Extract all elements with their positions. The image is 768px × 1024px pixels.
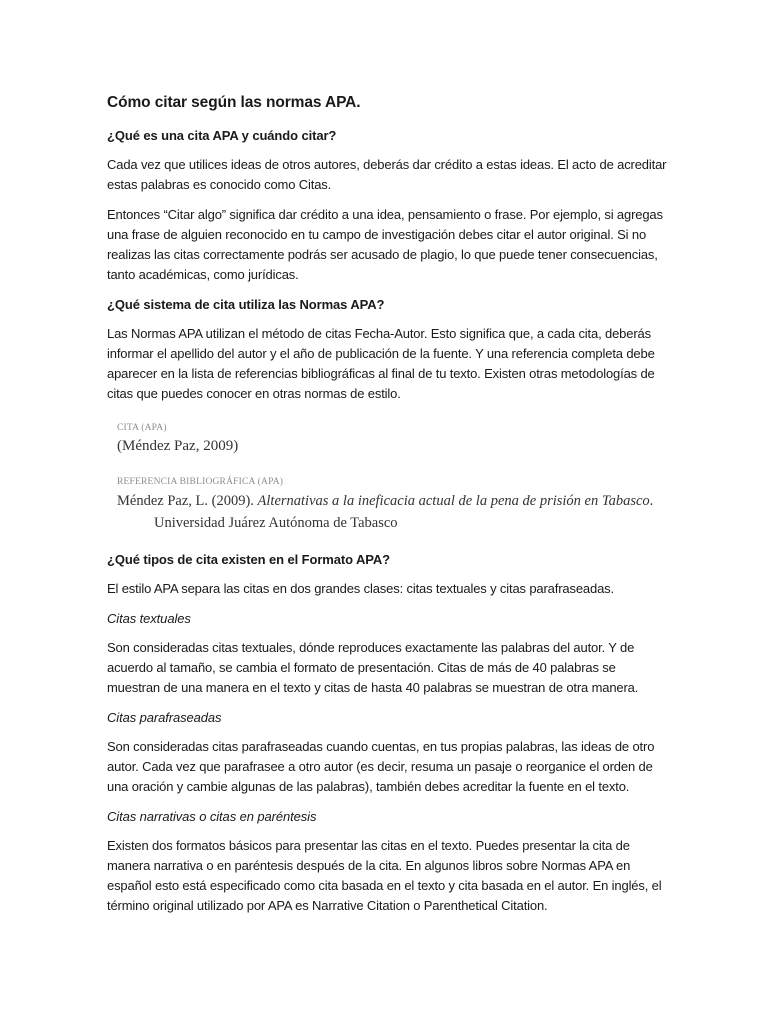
document-title: Cómo citar según las normas APA. xyxy=(107,94,361,111)
section-heading-sistema-cita: ¿Qué sistema de cita utiliza las Normas APA? xyxy=(107,297,385,312)
ref-title: Alternativas a la ineficacia actual de la pena de prisión en Tabasco xyxy=(257,493,650,509)
section-heading-que-es-cita: ¿Qué es una cita APA y cuándo citar? xyxy=(107,128,337,143)
referencia-example xyxy=(117,490,667,534)
ref-author: Méndez Paz, L. (2009). xyxy=(117,493,258,509)
paragraph: Cada vez que utilices ideas de otros autores, deberás dar crédito a estas ideas. El acto de acreditar estas palabras es conocido como Citas. xyxy=(107,157,667,192)
cita-label: CITA (APA) xyxy=(117,423,167,433)
subheading-citas-parafraseadas: Citas parafraseadas xyxy=(107,710,222,725)
paragraph: Existen dos formatos básicos para presentar las citas en el texto. Puedes presentar la cita de manera narrativa o en paréntesis después de la cita. En algunos libros sobre Normas APA en español esto está especificado como cita basada en el texto y cita basada en el autor. En inglés, el término original utilizado por APA es Narrative Citation o Parenthetical Citation. xyxy=(107,838,662,913)
subheading-citas-narrativas: Citas narrativas o citas en paréntesis xyxy=(107,809,317,824)
paragraph: Son consideradas citas textuales, dónde reproduces exactamente las palabras del autor. Y de acuerdo al tamaño, se cambia el formato de presentación. Citas de más de 40 palabras se muestran de una manera en el texto y citas de hasta 40 palabras se muestran de otra manera. xyxy=(107,640,639,695)
cita-example-text: (Méndez Paz, 2009) xyxy=(117,438,239,454)
referencia-label: REFERENCIA BIBLIOGRÁFICA (APA) xyxy=(117,477,284,487)
subheading-citas-textuales: Citas textuales xyxy=(107,611,191,626)
paragraph: Las Normas APA utilizan el método de citas Fecha-Autor. Esto significa que, a cada cita, deberás informar el apellido del autor y el año de publicación de la fuente. Y una referencia completa debe aparecer en la lista de referencias bibliográficas al final de tu texto. Existen otras metodologías de citas que puedes conocer en otras normas de estilo. xyxy=(107,326,655,401)
citation-example xyxy=(117,422,667,534)
document-page xyxy=(107,92,667,926)
ref-publisher: . Universidad Juárez Autónoma de Tabasco xyxy=(154,493,654,531)
paragraph: El estilo APA separa las citas en dos grandes clases: citas textuales y citas parafraseadas. xyxy=(107,581,614,596)
section-heading-tipos-cita: ¿Qué tipos de cita existen en el Formato APA? xyxy=(107,552,390,567)
paragraph: Son consideradas citas parafraseadas cuando cuentas, en tus propias palabras, las ideas de otro autor. Cada vez que parafrasee a otro autor (es decir, resuma un pasaje o reorganice el orden de una oración y cambie algunas de las palabras), también debes acreditar la fuente en el texto. xyxy=(107,739,655,794)
paragraph: Entonces “Citar algo” significa dar crédito a una idea, pensamiento o frase. Por ejemplo, si agregas una frase de alguien reconocido en tu campo de investigación debes citar el autor original. Si no realizas las citas correctamente podrás ser acusado de plagio, lo que puede tener consecuencias, tanto académicas, como jurídicas. xyxy=(107,207,663,282)
